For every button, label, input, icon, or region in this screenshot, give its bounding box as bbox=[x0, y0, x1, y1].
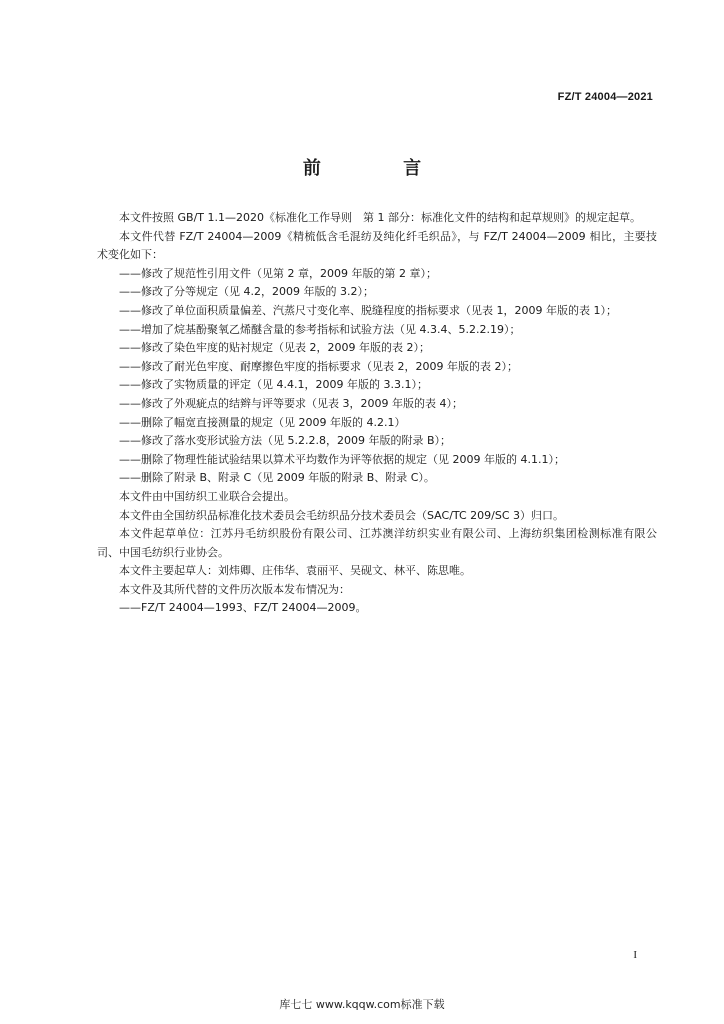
version-history-list bbox=[97, 599, 657, 618]
standard-code: FZ/T 24004—2021 bbox=[557, 91, 653, 103]
paragraph-history-intro: 本文件及其所代替的文件历次版本发布情况为： bbox=[119, 582, 350, 596]
page-title: 前 言 bbox=[302, 158, 460, 179]
list-item: ——修改了规范性引用文件（见第 2 章，2009 年版的第 2 章）； bbox=[119, 266, 437, 280]
paragraph-drafting-units: 本文件起草单位：江苏丹毛纺织股份有限公司、江苏澳洋纺织实业有限公司、上海纺织集团检测标准有限公司、中国毛纺织行业协会。 bbox=[97, 527, 657, 559]
list-item: ——修改了染色牢度的贴衬规定（见表 2，2009 年版的表 2）； bbox=[119, 341, 430, 355]
list-item: ——修改了分等规定（见 4.2，2009 年版的 3.2）； bbox=[119, 285, 374, 299]
paragraph-drafters: 本文件主要起草人：刘炜卿、庄伟华、袁丽平、吴砚文、林平、陈思唯。 bbox=[119, 564, 471, 578]
site-footer: 库七七 www.kqqw.com标准下载 bbox=[279, 998, 445, 1011]
page-number: I bbox=[633, 949, 637, 961]
paragraph-proposed-by: 本文件由中国纺织工业联合会提出。 bbox=[119, 489, 295, 503]
list-item: ——修改了单位面积质量偏差、汽蒸尺寸变化率、脱缝程度的指标要求（见表 1，2009 年版的表 1）； bbox=[119, 303, 617, 317]
list-item: ——修改了耐光色牢度、耐摩擦色牢度的指标要求（见表 2，2009 年版的表 2）； bbox=[119, 359, 518, 373]
paragraph-drafting-rules: 本文件按照 GB/T 1.1—2020《标准化工作导则 第 1 部分：标准化文件的结构和起草规则》的规定起草。 bbox=[119, 211, 641, 224]
paragraph-administered-by: 本文件由全国纺织品标准化技术委员会毛纺织品分技术委员会（SAC/TC 209/SC 3）归口。 bbox=[119, 508, 565, 522]
list-item: ——删除了幅宽直接测量的规定（见 2009 年版的 4.2.1） bbox=[119, 415, 406, 429]
foreword-body bbox=[97, 209, 657, 618]
paragraph-replaces: 本文件代替 FZ/T 24004—2009《精梳低含毛混纺及纯化纤毛织品》，与 FZ/T 24004—2009 相比，主要技术变化如下： bbox=[97, 229, 657, 262]
list-item: ——修改了实物质量的评定（见 4.4.1，2009 年版的 3.3.1）； bbox=[119, 378, 428, 392]
list-item: ——修改了外观疵点的结辫与评等要求（见表 3，2009 年版的表 4）； bbox=[119, 396, 463, 410]
list-item: ——删除了附录 B、附录 C（见 2009 年版的附录 B、附录 C）。 bbox=[119, 471, 435, 485]
list-item: ——修改了落水变形试验方法（见 5.2.2.8，2009 年版的附录 B）； bbox=[119, 434, 452, 448]
list-item: ——增加了烷基酚聚氧乙烯醚含量的参考指标和试验方法（见 4.3.4、5.2.2.19）； bbox=[119, 322, 521, 336]
list-item: ——删除了物理性能试验结果以算术平均数作为评等依据的规定（见 2009 年版的 4.1.1）； bbox=[119, 452, 565, 466]
technical-changes-list bbox=[97, 265, 657, 488]
list-item: ——FZ/T 24004—1993、FZ/T 24004—2009。 bbox=[119, 601, 367, 615]
